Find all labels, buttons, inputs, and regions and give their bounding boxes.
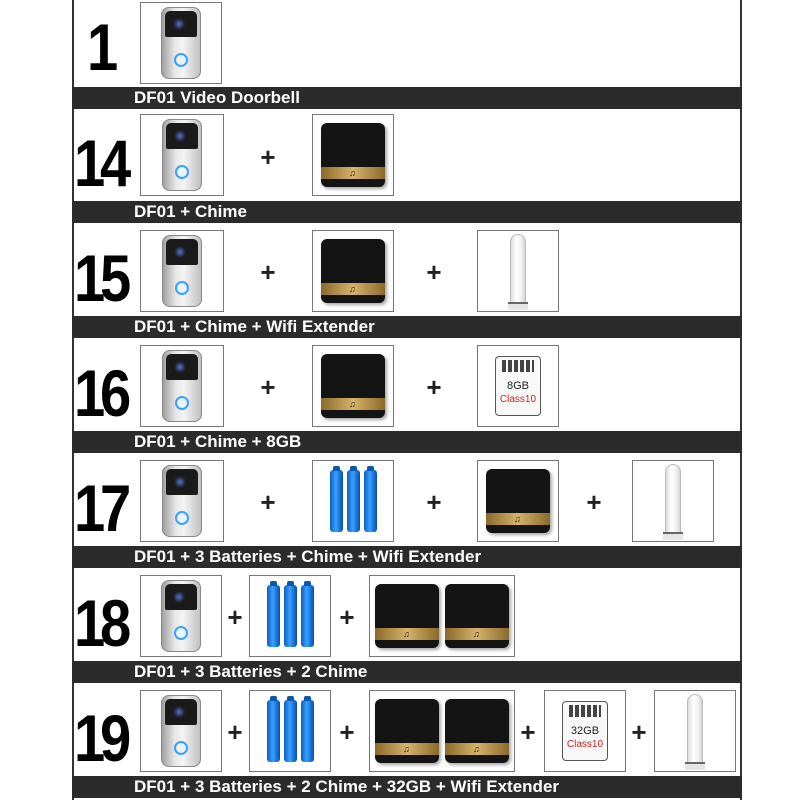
- two-chimes-image: [369, 690, 515, 772]
- doorbell-image: [140, 114, 224, 196]
- battery-icon: [330, 470, 377, 532]
- option-number: 16: [73, 356, 127, 430]
- plus-sign: +: [260, 142, 276, 172]
- option-number: 1: [86, 10, 114, 84]
- chime-icon: ♫: [486, 469, 550, 533]
- option-label: DF01 + 3 Batteries + 2 Chime: [72, 661, 742, 683]
- plus-sign: +: [260, 487, 276, 517]
- wifi-extender-icon: [687, 694, 703, 768]
- chime-image: [312, 114, 394, 196]
- plus-sign: +: [426, 257, 442, 287]
- plus-sign: +: [260, 257, 276, 287]
- option-label: DF01 + Chime: [72, 201, 742, 223]
- chime-icon: ♫: [375, 699, 439, 763]
- option-label: DF01 + Chime + Wifi Extender: [72, 316, 742, 338]
- option-number: 18: [73, 586, 127, 660]
- option-row-18[interactable]: [72, 572, 742, 684]
- sd-card-class: Class10: [566, 739, 604, 750]
- option-row-16[interactable]: [72, 342, 742, 454]
- doorbell-image: [140, 460, 224, 542]
- plus-sign: +: [227, 717, 243, 747]
- doorbell-icon: [161, 580, 201, 652]
- wifi-extender-icon: [665, 464, 681, 538]
- sd-card-icon: [495, 356, 541, 416]
- plus-sign: +: [426, 372, 442, 402]
- two-chimes-image: [369, 575, 515, 657]
- wifi-extender-image: [632, 460, 714, 542]
- doorbell-image: [140, 690, 222, 772]
- chime-image: [312, 345, 394, 427]
- plus-sign: +: [520, 717, 536, 747]
- doorbell-image: [140, 345, 224, 427]
- chime-icon: ♫: [321, 354, 385, 418]
- chime-image: [477, 460, 559, 542]
- doorbell-icon: [161, 695, 201, 767]
- batteries-image: [312, 460, 394, 542]
- option-number: 15: [73, 241, 127, 315]
- sd-card-image: [544, 690, 626, 772]
- chime-icon: ♫: [321, 123, 385, 187]
- chime-icon: ♫: [445, 584, 509, 648]
- option-number: 17: [73, 471, 127, 545]
- sd-card-capacity: 8GB: [506, 380, 529, 392]
- sd-card-class: Class10: [499, 394, 537, 405]
- battery-icon: [267, 585, 314, 647]
- batteries-image: [249, 690, 331, 772]
- chime-image: [312, 230, 394, 312]
- option-label: DF01 + Chime + 8GB: [72, 431, 742, 453]
- option-row-19[interactable]: [72, 687, 742, 800]
- sd-card-icon: [562, 701, 608, 761]
- wifi-extender-icon: [510, 234, 526, 308]
- sd-card-image: [477, 345, 559, 427]
- option-row-1[interactable]: [72, 0, 742, 110]
- doorbell-icon: [162, 235, 202, 307]
- option-row-15[interactable]: [72, 227, 742, 339]
- wifi-extender-image: [477, 230, 559, 312]
- doorbell-image: [140, 575, 222, 657]
- sd-card-capacity: 32GB: [570, 725, 600, 737]
- option-number: 19: [73, 701, 127, 775]
- plus-sign: +: [227, 602, 243, 632]
- plus-sign: +: [586, 487, 602, 517]
- plus-sign: +: [426, 487, 442, 517]
- chime-icon: ♫: [321, 239, 385, 303]
- doorbell-icon: [161, 7, 201, 79]
- doorbell-icon: [162, 119, 202, 191]
- doorbell-image: [140, 2, 222, 84]
- chime-icon: ♫: [445, 699, 509, 763]
- option-row-17[interactable]: [72, 457, 742, 569]
- option-number: 14: [73, 126, 127, 200]
- doorbell-icon: [162, 350, 202, 422]
- plus-sign: +: [631, 717, 647, 747]
- option-label: DF01 + 3 Batteries + Chime + Wifi Extender: [72, 546, 742, 568]
- plus-sign: +: [339, 602, 355, 632]
- chime-icon: ♫: [375, 584, 439, 648]
- option-label: DF01 + 3 Batteries + 2 Chime + 32GB + Wifi Extender: [72, 776, 742, 798]
- doorbell-image: [140, 230, 224, 312]
- option-label: DF01 Video Doorbell: [72, 87, 742, 109]
- plus-sign: +: [260, 372, 276, 402]
- option-row-14[interactable]: [72, 112, 742, 224]
- doorbell-icon: [162, 465, 202, 537]
- batteries-image: [249, 575, 331, 657]
- battery-icon: [267, 700, 314, 762]
- wifi-extender-image: [654, 690, 736, 772]
- plus-sign: +: [339, 717, 355, 747]
